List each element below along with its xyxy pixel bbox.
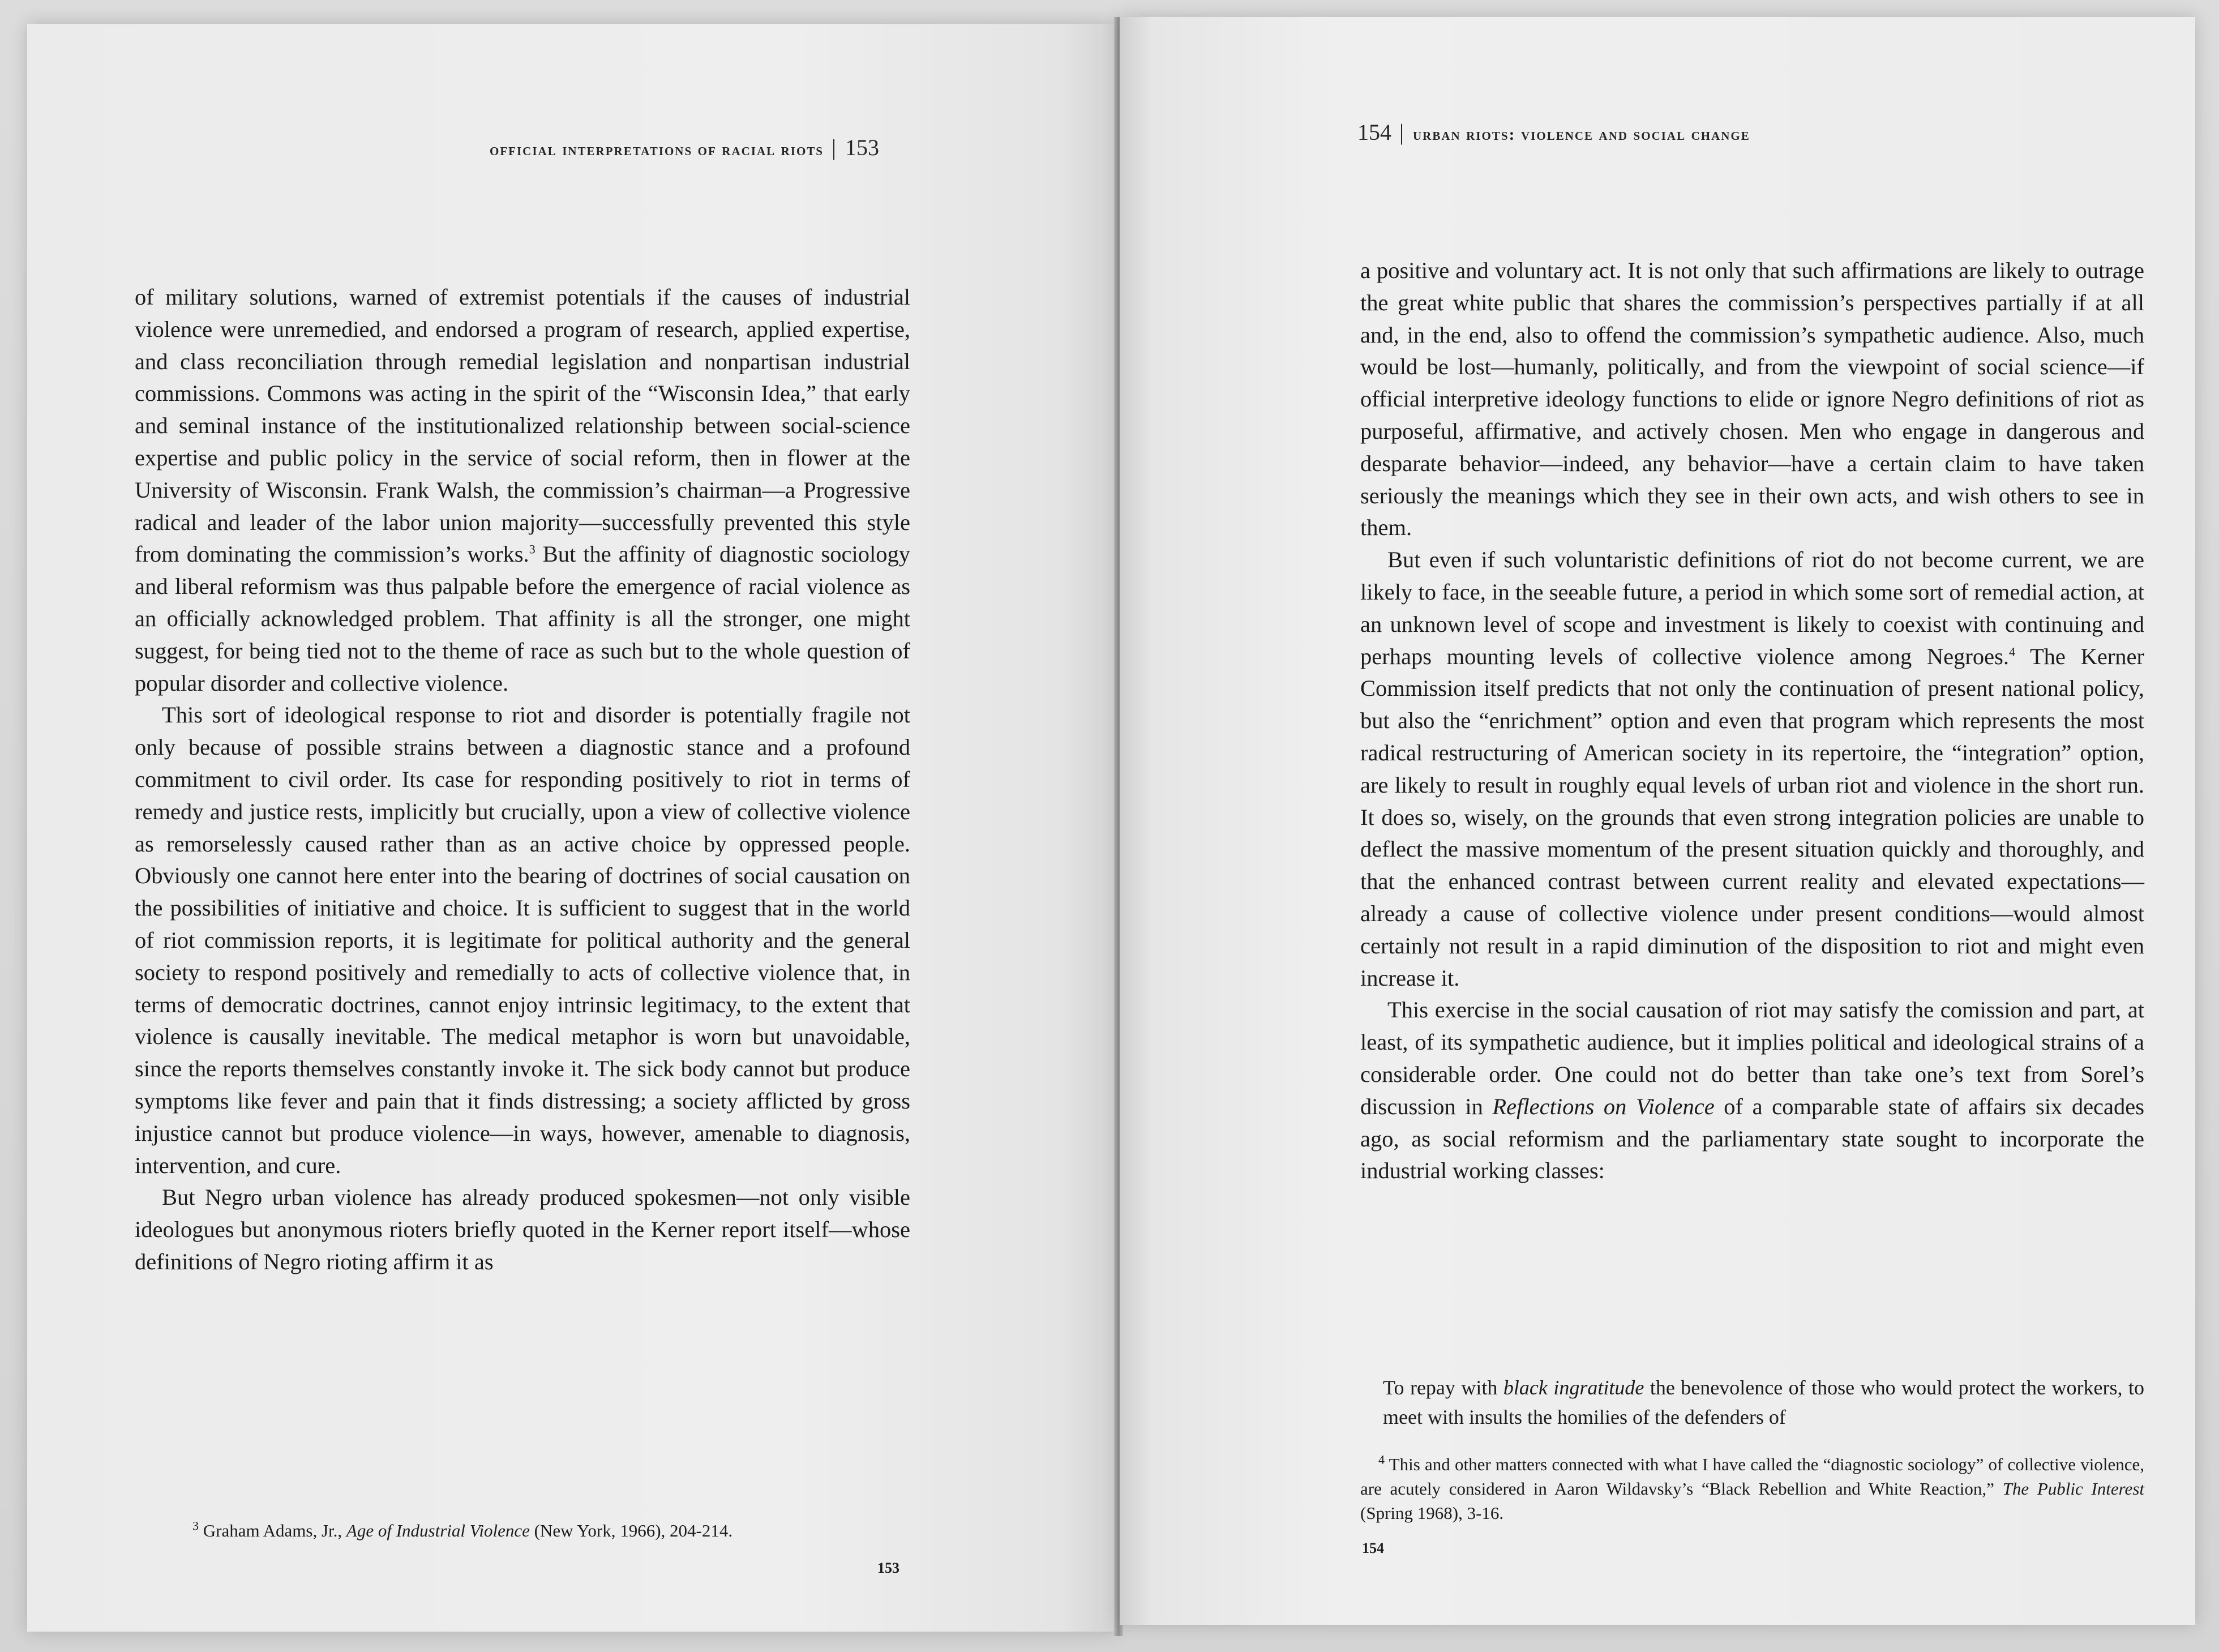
right-footnote: $^4$ This and other matters connected with what I have called the “diagnostic sociology” of collective violence, are acutely considered in Aaron Wildavsky’s “Black Rebellion and White Reaction,” The Public Interest (Spring 1968), 3-16. xyxy=(1360,1452,2144,1523)
footnote-book-title: Age of Industrial Violence xyxy=(346,1521,530,1540)
left-body-text xyxy=(135,281,910,1278)
left-running-head: official interpretations of racial riots | 153 xyxy=(490,135,879,160)
left-running-head-title: official interpretations of racial riots xyxy=(490,140,824,159)
footnote-mark-3: 3 xyxy=(192,1518,199,1533)
left-running-head-folio: 153 xyxy=(845,135,879,160)
footnote-ref-4: 4 xyxy=(2009,644,2015,659)
right-page xyxy=(1120,17,2195,1625)
footnote-ref-3: 3 xyxy=(529,542,536,557)
book-title-reflections: Reflections on Violence xyxy=(1492,1093,1715,1119)
left-paragraph-3: But Negro urban violence has already produced spokesmen—not only visible ideologues but anonymous rioters briefly quoted in the Kerner report itself—whose definitions of Negro rioting affirm it as xyxy=(135,1184,910,1274)
right-body-text xyxy=(1360,255,2144,1187)
left-footnote: $^3$ Graham Adams, Jr., Age of Industrial Violence (New York, 1966), 204-214. xyxy=(192,1518,733,1540)
right-paragraph-1: a positive and voluntary act. It is not only that such affirmations are likely to outrage the great white public that shares the commission’s perspectives partially if at all and, in the end, also to offend the commission’s sympathetic audience. Also, much would be lost—humanly, politically, and from the viewpoint of social science—if official interpretive ideology functions to elide or ignore Negro definitions of riot as purposeful, affirmative, and actively chosen. Men who engage in dangerous and desparate behavior—indeed, any behavior—have a certain claim to have taken seriously the meanings which they see in their own acts, and wish others to see in them. xyxy=(1360,258,2144,541)
footnote-mark-4: 4 xyxy=(1378,1452,1385,1467)
right-paragraph-3: This exercise in the social causation of riot may satisfy the comission and part, at least, of its sympathetic audience, but it implies political and ideological strains of a considerable order. One could not do better than take one’s text from Sorel’s discussion in Reflections on Violence of a comparable state of affairs six decades ago, as social reformism and the parliamentary state sought to incorporate the industrial working classes: xyxy=(1360,997,2144,1184)
left-paragraph-1: of military solutions, warned of extremist potentials if the causes of industrial violence were unremedied, and endorsed a program of research, applied expertise, and class reconciliation through remedial legislation and nonpartisan industrial commissions. Commons was acting in the spirit of the “Wisconsin Idea,” that early and seminal instance of the institutionalized relationship between social-science expertise and public policy in the service of social reform, then in flower at the University of Wisconsin. Frank Walsh, the commission’s chairman—a Progressive radical and leader of the labor union majority—successfully prevented this style from dominating the commission’s works.$^3$ But the affinity of diagnostic sociology and liberal reformism was thus palpable before the emergence of racial violence as an officially acknowledged problem. That affinity is all the stronger, one might suggest, for being tied not to the theme of race as such but to the whole question of popular disorder and collective violence. xyxy=(135,284,910,696)
right-block-quote: To repay with black ingratitude the benevolence of those who would protect the workers, to meet with insults the homilies of the defenders of xyxy=(1383,1376,2144,1428)
right-page-number: 154 xyxy=(1362,1540,1384,1556)
right-running-head: 154 | urban riots: violence and social change xyxy=(1357,119,1750,145)
footnote-journal-title: The Public Interest xyxy=(2002,1479,2144,1499)
right-running-head-title: urban riots: violence and social change xyxy=(1413,125,1750,144)
right-running-head-folio: 154 xyxy=(1357,119,1391,145)
right-paragraph-2: But even if such voluntaristic definitions of riot do not become current, we are likely to face, in the seeable future, a period in which some sort of remedial action, at an unknown level of scope and investment is likely to coexist with continuing and perhaps mounting levels of collective violence among Negroes.$^4$ The Kerner Commission itself predicts that not only the continuation of present national policy, but also the “enrichment” option and even that program which represents the most radical restructuring of American society in its repertoire, the “integration” option, are likely to result in roughly equal levels of urban riot and violence in the short run. It does so, wisely, on the grounds that even strong integration policies are unable to deflect the massive momentum of the present situation quickly and thoroughly, and that the enhanced contrast between current reality and elevated expectations—already a cause of collective violence under present conditions—would almost certainly not result in a rapid diminution of the disposition to riot and might even increase it. xyxy=(1360,547,2144,991)
left-page-number: 153 xyxy=(877,1560,899,1576)
left-paragraph-2: This sort of ideological response to riot and disorder is potentially fragile not only because of possible strains between a diagnostic stance and a profound commitment to civil order. Its case for responding positively to riot in terms of remedy and justice rests, implicitly but crucially, upon a view of collective violence as remorselessly caused rather than as an active choice by oppressed people. Obviously one cannot here enter into the bearing of doctrines of social causation on the possibilities of initiative and choice. It is sufficient to suggest that in the world of riot commission reports, it is legitimate for political authority and the general society to respond positively and remedially to acts of collective violence that, in terms of democratic doctrines, cannot enjoy intrinsic legitimacy, to the extent that violence is causally inevitable. The medical metaphor is worn but unavoidable, since the reports themselves constantly invoke it. The sick body cannot but produce symptoms like fever and pain that it finds distressing; a society afflicted by gross injustice cannot but produce violence—in ways, however, amenable to diagnosis, intervention, and cure. xyxy=(135,702,910,1178)
left-page xyxy=(27,24,1117,1632)
